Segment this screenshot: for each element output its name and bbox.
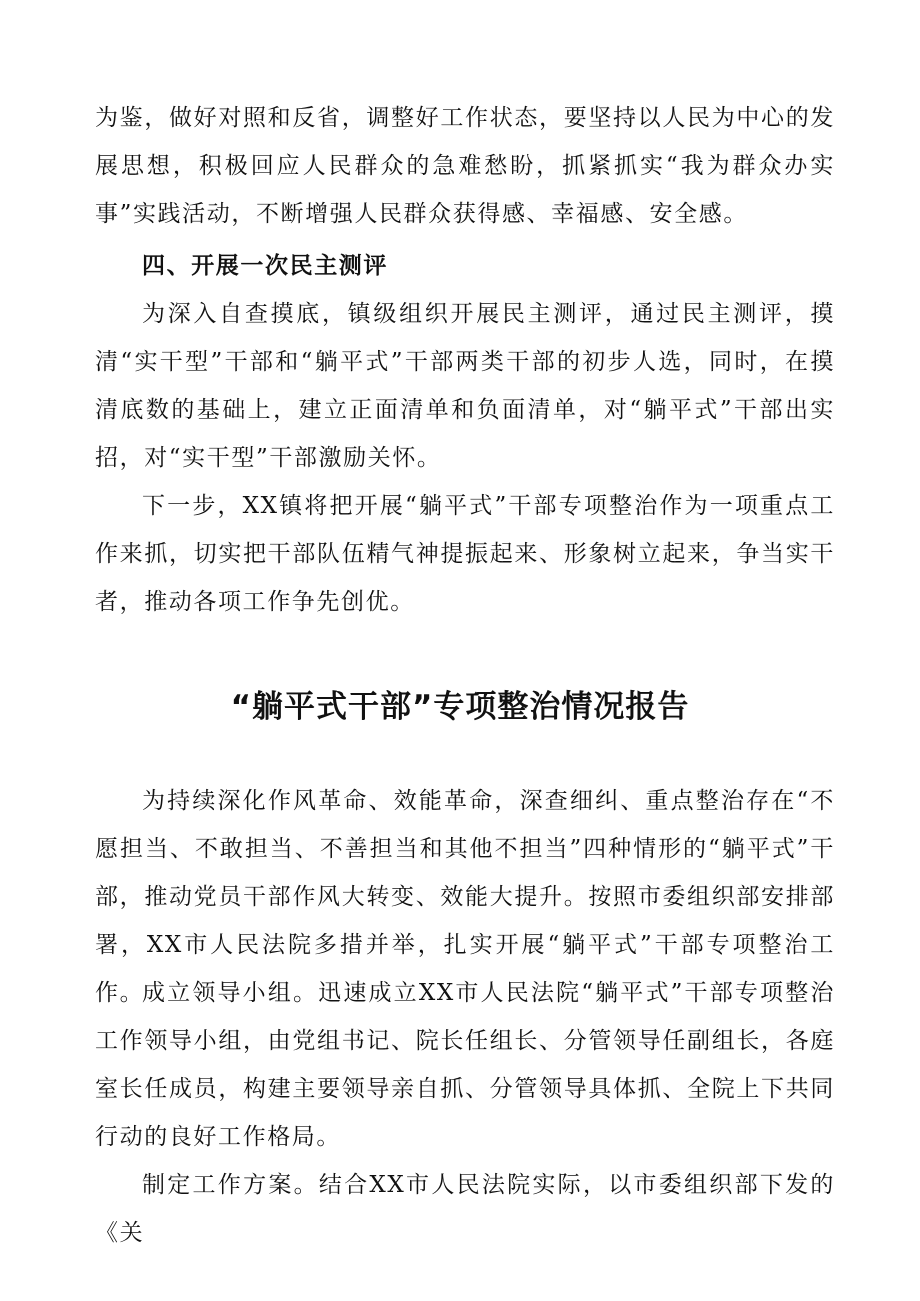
paragraph-democratic-evaluation: 为深入自查摸底，镇级组织开展民主测评，通过民主测评，摸清“实干型”干部和“躺平式”干部两类干部的初步人选，同时，在摸清底数的基础上，建立正面清单和负面清单，对“躺平式”干部出实招，对“实干型”干部激励关怀。 (95, 301, 835, 471)
section-heading-four: 四、开展一次民主测评 (142, 253, 388, 279)
continuation-paragraph: 为鉴，做好对照和反省，调整好工作状态，要坚持以人民为中心的发展思想，积极回应人民群众的急难愁盼，抓紧抓实“我为群众办实事”实践活动，不断增强人民群众获得感、幸福感、安全感。 (95, 105, 835, 227)
paragraph-report-intro: 为持续深化作风革命、效能革命，深查细纠、重点整治存在“不愿担当、不敢担当、不善担当和其他不担当”四种情形的“躺平式”干部，推动党员干部作风大转变、效能大提升。按照市委组织部安排部署，XX市人民法院多措并举，扎实开展“躺平式”干部专项整治工作。 (95, 788, 835, 1006)
paragraph-work-plan: 制定工作方案。结合XX市人民法院实际，以市委组织部下发的《关 (95, 1172, 835, 1246)
report-title: “躺平式干部”专项整治情况报告 (230, 689, 690, 725)
paragraph-leadership-group: 成立领导小组。迅速成立XX市人民法院“躺平式”干部专项整治工作领导小组，由党组书记、院长任组长、分管领导任副组长，各庭室长任成员，构建主要领导亲自抓、分管领导具体抓、全院上下共同行动的良好工作格局。 (95, 980, 835, 1150)
paragraph-next-step: 下一步，XX镇将把开展“躺平式”干部专项整治作为一项重点工作来抓，切实把干部队伍精气神提振起来、形象树立起来，争当实干者，推动各项工作争先创优。 (95, 493, 835, 615)
